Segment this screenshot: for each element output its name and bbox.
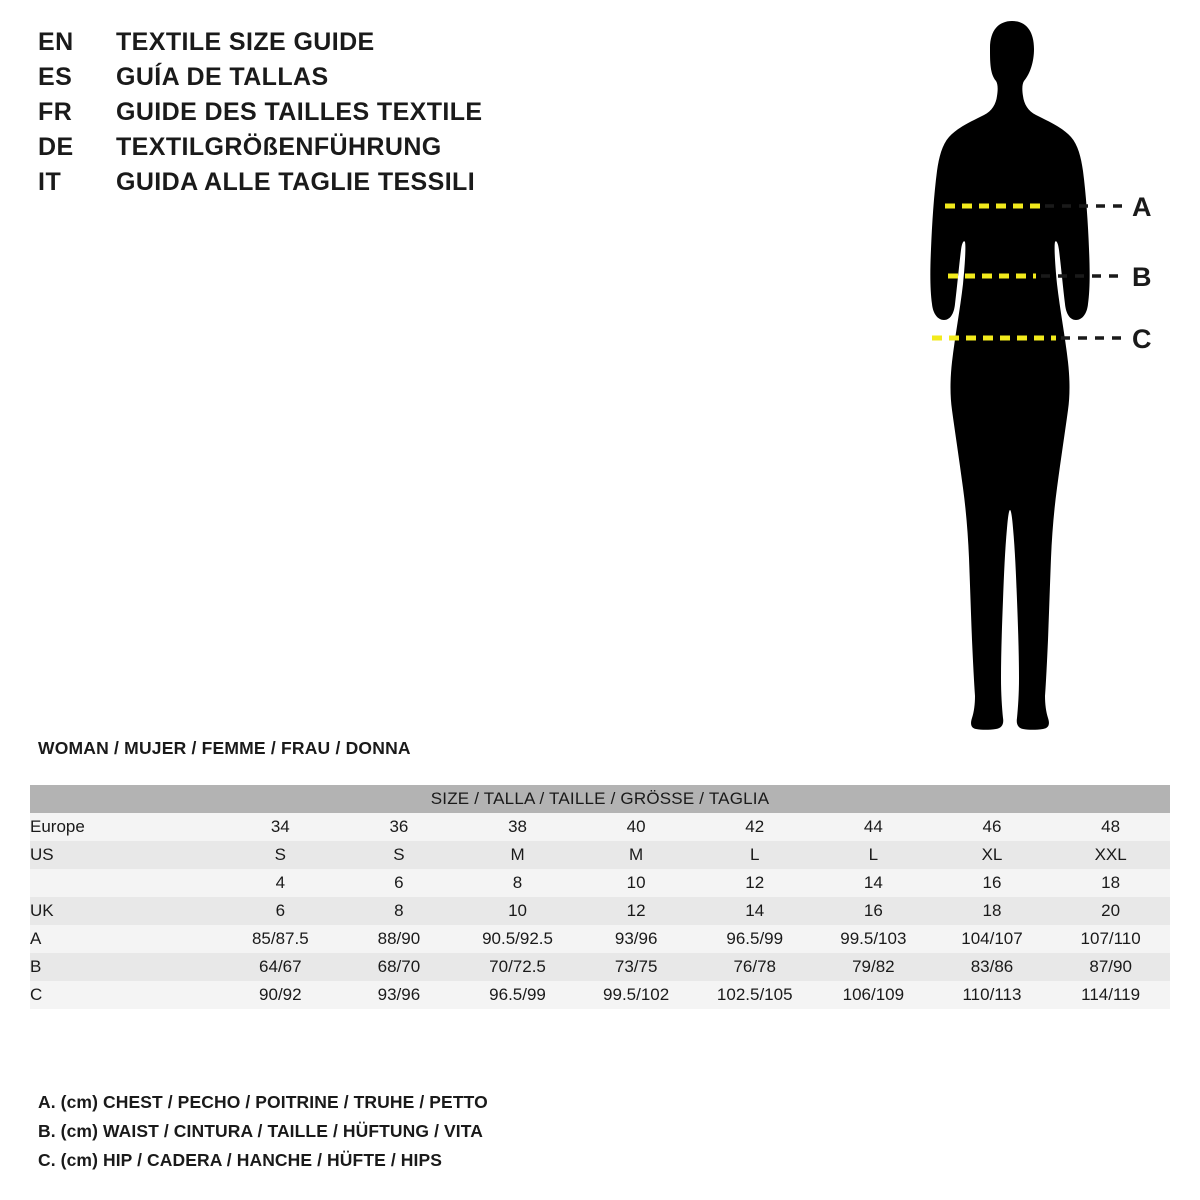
cell: 14 xyxy=(814,869,933,897)
row-label-c: C xyxy=(30,981,221,1009)
cell: 42 xyxy=(695,813,814,841)
cell: 70/72.5 xyxy=(458,953,577,981)
cell: 14 xyxy=(695,897,814,925)
cell: S xyxy=(221,841,340,869)
title-text-de: TEXTILGRÖßENFÜHRUNG xyxy=(116,133,442,161)
table-row xyxy=(30,925,1170,953)
cell: 40 xyxy=(577,813,696,841)
cell: 36 xyxy=(340,813,459,841)
cell: 12 xyxy=(695,869,814,897)
legend-line-c: C. (cm) HIP / CADERA / HANCHE / HÜFTE / HIPS xyxy=(38,1150,443,1170)
cell: 44 xyxy=(814,813,933,841)
cell: 6 xyxy=(340,869,459,897)
table-row xyxy=(30,953,1170,981)
title-row-it xyxy=(38,168,598,203)
cell: 99.5/102 xyxy=(577,981,696,1009)
title-row-de xyxy=(38,133,598,168)
cell: M xyxy=(458,841,577,869)
row-label-us-numeric xyxy=(30,869,221,897)
title-text-fr: GUIDE DES TAILLES TEXTILE xyxy=(116,98,483,126)
cell: M xyxy=(577,841,696,869)
cell: 18 xyxy=(1051,869,1170,897)
cell: 64/67 xyxy=(221,953,340,981)
cell: XL xyxy=(933,841,1052,869)
measurement-legend xyxy=(38,1088,738,1175)
title-lang-es: ES xyxy=(38,63,73,91)
cell: S xyxy=(340,841,459,869)
cell: 4 xyxy=(221,869,340,897)
cell: 90/92 xyxy=(221,981,340,1009)
title-text-en: TEXTILE SIZE GUIDE xyxy=(116,28,375,56)
cell: 6 xyxy=(221,897,340,925)
row-label-uk: UK xyxy=(30,897,221,925)
cell: 76/78 xyxy=(695,953,814,981)
title-row-en xyxy=(38,28,598,63)
cell: 18 xyxy=(933,897,1052,925)
cell: 34 xyxy=(221,813,340,841)
table-row xyxy=(30,841,1170,869)
cell: 107/110 xyxy=(1051,925,1170,953)
cell: 96.5/99 xyxy=(458,981,577,1009)
row-label-europe: Europe xyxy=(30,813,221,841)
title-block xyxy=(38,28,598,203)
cell: 87/90 xyxy=(1051,953,1170,981)
title-row-es xyxy=(38,63,598,98)
section-label-woman: WOMAN / MUJER / FEMME / FRAU / DONNA xyxy=(38,738,411,758)
title-lang-de: DE xyxy=(38,133,74,161)
cell: 68/70 xyxy=(340,953,459,981)
cell: 12 xyxy=(577,897,696,925)
title-text-es: GUÍA DE TALLAS xyxy=(116,63,329,91)
legend-line-a: A. (cm) CHEST / PECHO / POITRINE / TRUHE / PETTO xyxy=(38,1092,488,1112)
table-header-row xyxy=(30,785,1170,813)
silhouette-icon xyxy=(930,21,1089,730)
cell: 85/87.5 xyxy=(221,925,340,953)
cell: 90.5/92.5 xyxy=(458,925,577,953)
cell: 104/107 xyxy=(933,925,1052,953)
cell: 16 xyxy=(933,869,1052,897)
cell: 8 xyxy=(340,897,459,925)
female-silhouette-figure xyxy=(860,18,1190,738)
table-header-label: SIZE / TALLA / TAILLE / GRÖSSE / TAGLIA xyxy=(30,785,1170,813)
row-label-a: A xyxy=(30,925,221,953)
title-lang-en: EN xyxy=(38,28,74,56)
cell: 48 xyxy=(1051,813,1170,841)
cell: 88/90 xyxy=(340,925,459,953)
chest-marker-letter: A xyxy=(1132,192,1152,222)
waist-marker-letter: B xyxy=(1132,262,1152,292)
cell: 110/113 xyxy=(933,981,1052,1009)
table-row xyxy=(30,981,1170,1009)
title-text-it: GUIDA ALLE TAGLIE TESSILI xyxy=(116,168,476,196)
legend-line-b: B. (cm) WAIST / CINTURA / TAILLE / HÜFTUNG / VITA xyxy=(38,1121,483,1141)
cell: 99.5/103 xyxy=(814,925,933,953)
title-row-fr xyxy=(38,98,598,133)
row-label-us: US xyxy=(30,841,221,869)
cell: 102.5/105 xyxy=(695,981,814,1009)
cell: 73/75 xyxy=(577,953,696,981)
cell: 38 xyxy=(458,813,577,841)
cell: XXL xyxy=(1051,841,1170,869)
cell: 10 xyxy=(577,869,696,897)
cell: L xyxy=(814,841,933,869)
cell: 106/109 xyxy=(814,981,933,1009)
cell: 79/82 xyxy=(814,953,933,981)
cell: 20 xyxy=(1051,897,1170,925)
table-row xyxy=(30,897,1170,925)
cell: L xyxy=(695,841,814,869)
row-label-b: B xyxy=(30,953,221,981)
cell: 16 xyxy=(814,897,933,925)
cell: 93/96 xyxy=(577,925,696,953)
title-lang-fr: FR xyxy=(38,98,73,126)
table-row xyxy=(30,813,1170,841)
cell: 114/119 xyxy=(1051,981,1170,1009)
cell: 46 xyxy=(933,813,1052,841)
table-row xyxy=(30,869,1170,897)
size-table xyxy=(30,785,1170,1009)
size-table-wrap xyxy=(30,785,1170,1009)
title-lang-it: IT xyxy=(38,168,62,196)
hip-marker-letter: C xyxy=(1132,324,1152,354)
cell: 96.5/99 xyxy=(695,925,814,953)
cell: 83/86 xyxy=(933,953,1052,981)
cell: 8 xyxy=(458,869,577,897)
cell: 10 xyxy=(458,897,577,925)
cell: 93/96 xyxy=(340,981,459,1009)
